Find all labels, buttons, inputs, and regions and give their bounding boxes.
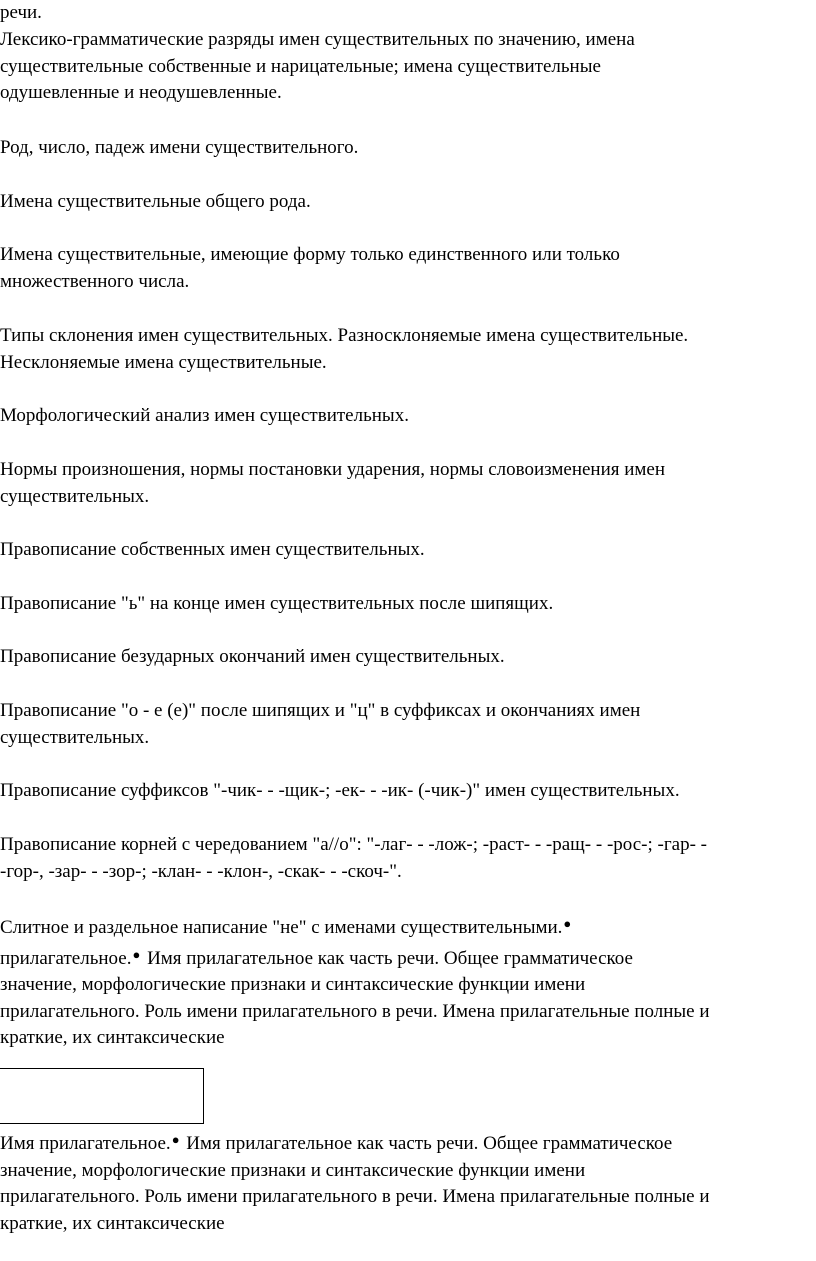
text-line: прилагательного. Роль имени прилагательного в речи. Имена прилагательные полные и — [0, 1000, 710, 1022]
paragraph-soft-sign-spelling — [0, 591, 553, 618]
line-text: Имя прилагательное. — [0, 1133, 171, 1154]
text-line: существительных. — [0, 726, 150, 748]
text-line: одушевленные и неодушевленные. — [0, 82, 282, 103]
paragraph-ne-with-nouns — [0, 911, 710, 1052]
paragraph-suffix-spelling — [0, 778, 680, 805]
text-line: Типы склонения имен существительных. Разносклоняемые имена существительные. — [0, 325, 689, 346]
text-line: Нормы произношения, нормы постановки ударения, нормы словоизменения имен — [0, 459, 666, 480]
text-line: Лексико-грамматические разряды имен существительных по значению, имена — [0, 29, 635, 50]
text-line: значение, морфологические признаки и синтаксические функции имени — [0, 1159, 586, 1181]
text-line: Правописание суффиксов "-чик- - -щик-; -ек- - -ик- (-чик-)" имен существительных. — [0, 780, 680, 801]
text-line — [0, 911, 710, 942]
paragraph-declension-types — [0, 323, 688, 376]
empty-box — [0, 1068, 204, 1124]
line-text: прилагательное. — [0, 947, 132, 969]
text-line: Правописание "ь" на конце имен существительных после шипящих. — [0, 593, 554, 614]
bullet-icon: ● — [171, 1132, 180, 1147]
text-line: Морфологический анализ имен существительных. — [0, 405, 409, 426]
text-line: Правописание "о - е (е)" после шипящих и "ц" в суффиксах и окончаниях имен — [0, 700, 641, 721]
text-line: Несклоняемые имена существительные. — [0, 351, 327, 373]
line-text: Слитное и раздельное написание "не" с именами существительными. — [0, 917, 563, 938]
paragraph-common-gender — [0, 189, 311, 216]
text-line: -гор-, -зар- - -зор-; -клан- - -клон-, -скак- - -скоч-". — [0, 860, 402, 882]
text-line: прилагательного. Роль имени прилагательного в речи. Имена прилагательные полные и — [0, 1186, 710, 1207]
paragraph-adjective — [0, 1127, 710, 1237]
text-line — [0, 942, 710, 973]
bullet-icon: ● — [132, 946, 141, 962]
text-line: Правописание собственных имен существительных. — [0, 539, 425, 560]
text-line: речи. — [0, 2, 42, 23]
paragraph-lexico-grammatical-categories — [0, 27, 635, 107]
text-line: существительные собственные и нарицательные; имена существительные — [0, 55, 601, 77]
bullet-icon: ● — [563, 916, 572, 931]
text-line: Правописание безударных окончаний имен существительных. — [0, 646, 505, 667]
text-line: Правописание корней с чередованием "а//о": "-лаг- - -лож-; -раст- - -ращ- - -рос-; -гар- - — [0, 834, 707, 855]
paragraph-proper-nouns-spelling — [0, 537, 425, 564]
text-line: Имена существительные, имеющие форму только единственного или только — [0, 244, 620, 265]
text-line: Род, число, падеж имени существительного. — [0, 137, 359, 158]
text-line: краткие, их синтаксические — [0, 1212, 225, 1234]
line-text: Имя прилагательное как часть речи. Общее грамматическое — [142, 947, 633, 969]
text-line: значение, морфологические признаки и синтаксические функции имени — [0, 974, 586, 995]
text-line: Имена существительные общего рода. — [0, 191, 311, 212]
paragraph-gender-number-case — [0, 135, 358, 162]
text-line: множественного числа. — [0, 270, 190, 292]
line-text: Имя прилагательное как часть речи. Общее грамматическое — [181, 1133, 673, 1154]
text-line — [0, 1127, 710, 1158]
text-line: краткие, их синтаксические — [0, 1027, 225, 1048]
text-line: существительных. — [0, 485, 150, 507]
paragraph-alternating-roots — [0, 832, 707, 885]
paragraph-pronunciation-norms — [0, 457, 665, 510]
paragraph-o-e-after-sibilants — [0, 698, 640, 751]
paragraph-singular-plural-only — [0, 242, 620, 295]
top-fragment — [0, 0, 42, 27]
paragraph-unstressed-endings — [0, 644, 505, 671]
paragraph-morphological-analysis — [0, 403, 409, 430]
